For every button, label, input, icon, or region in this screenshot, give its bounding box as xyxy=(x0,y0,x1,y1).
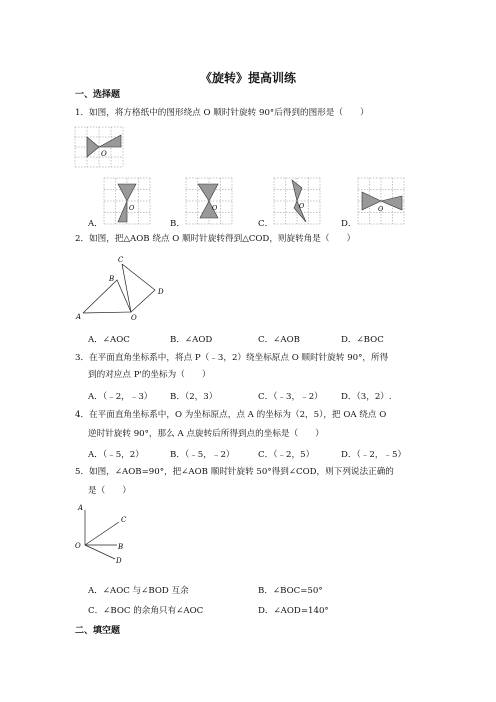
question-1-text: 1．如图，将方格纸中的图形绕点 O 顺时针旋转 90°后得到的图形是（ ） xyxy=(75,108,369,118)
q1-original-figure xyxy=(75,127,123,167)
q3-option-b[interactable]: B．（2，3） xyxy=(170,392,218,402)
svg-text:D: D xyxy=(116,557,122,565)
q1-point-label: O xyxy=(101,150,107,158)
svg-text:D: D xyxy=(158,288,164,296)
q2-option-b[interactable]: B．∠AOD xyxy=(170,335,213,345)
question-3-line1: 3．在平面直角坐标系中，将点 P（﹣3，2）绕坐标原点 O 顺时针旋转 90°，所得 xyxy=(75,353,389,363)
q1-option-b-figure xyxy=(186,178,232,224)
question-2-text: 2．如图，把△AOB 绕点 O 顺时针旋转得到△COD，则旋转角是（ ） xyxy=(75,234,356,244)
q1-option-d[interactable]: D． xyxy=(341,219,357,229)
q4-option-d[interactable]: D．（﹣2，﹣5） xyxy=(341,450,407,460)
q3-option-a[interactable]: A．（﹣2，﹣3） xyxy=(88,392,153,402)
q2-option-c[interactable]: C．∠AOB xyxy=(258,335,300,345)
q5-option-b[interactable]: B．∠BOC=50° xyxy=(258,586,323,596)
q2-option-a[interactable]: A．∠AOC xyxy=(88,335,130,345)
q1-option-c[interactable]: C． xyxy=(258,219,274,229)
svg-text:A: A xyxy=(78,504,84,512)
q3-option-c[interactable]: C．（﹣3，﹣2） xyxy=(258,392,323,402)
question-4-line1: 4．在平面直角坐标系中，O 为坐标原点，点 A 的坐标为（2，5），把 OA 绕点 O xyxy=(75,410,387,420)
q1-option-c-figure xyxy=(274,178,320,224)
question-5-line2: 是（ ） xyxy=(88,486,131,496)
svg-text:O: O xyxy=(212,204,218,212)
q5-angle-figure xyxy=(75,502,145,564)
question-3-line2: 到的对应点 P'的坐标为（ ） xyxy=(88,370,211,380)
q1-option-a-figure xyxy=(104,178,150,224)
q5-option-c[interactable]: C．∠BOC 的余角只有∠AOC xyxy=(88,606,204,616)
q1-option-a[interactable]: A． xyxy=(88,219,103,229)
svg-text:A: A xyxy=(76,313,82,321)
svg-text:O: O xyxy=(299,202,305,210)
question-4-line2: 逆时针旋转 90°，那么 A 点旋转后所得到点的坐标是（ ） xyxy=(88,429,324,439)
q2-triangle-figure xyxy=(75,253,175,323)
page-title: 《旋转》提高训练 xyxy=(199,71,296,85)
svg-text:O: O xyxy=(75,542,81,550)
section-heading-choice: 一、选择题 xyxy=(75,90,121,100)
q4-option-a[interactable]: A．（﹣5，2） xyxy=(88,450,144,460)
svg-text:O: O xyxy=(131,314,137,322)
section-heading-fill: 二、填空题 xyxy=(75,626,121,636)
svg-text:O: O xyxy=(129,204,135,212)
svg-text:B: B xyxy=(118,543,124,551)
q4-option-c[interactable]: C．（﹣2，5） xyxy=(258,450,315,460)
svg-text:C: C xyxy=(118,256,124,264)
svg-text:B: B xyxy=(109,275,115,283)
q2-option-d[interactable]: D．∠BOC xyxy=(341,335,384,345)
q5-option-d[interactable]: D．∠AOD=140° xyxy=(258,606,329,616)
question-5-line1: 5．如图，∠AOB=90°，把∠AOB 顺时针旋转 50°得到∠COD，则下列说法正确的 xyxy=(75,467,394,477)
svg-text:C: C xyxy=(121,516,127,524)
q4-option-b[interactable]: B．（﹣5，﹣2） xyxy=(170,450,235,460)
q5-option-a[interactable]: A．∠AOC 与∠BOD 互余 xyxy=(88,586,189,596)
svg-text:O: O xyxy=(378,205,384,213)
q1-option-b[interactable]: B． xyxy=(170,219,185,229)
q1-option-d-figure xyxy=(358,178,404,224)
q3-option-d[interactable]: D．（3，2）. xyxy=(341,392,392,402)
